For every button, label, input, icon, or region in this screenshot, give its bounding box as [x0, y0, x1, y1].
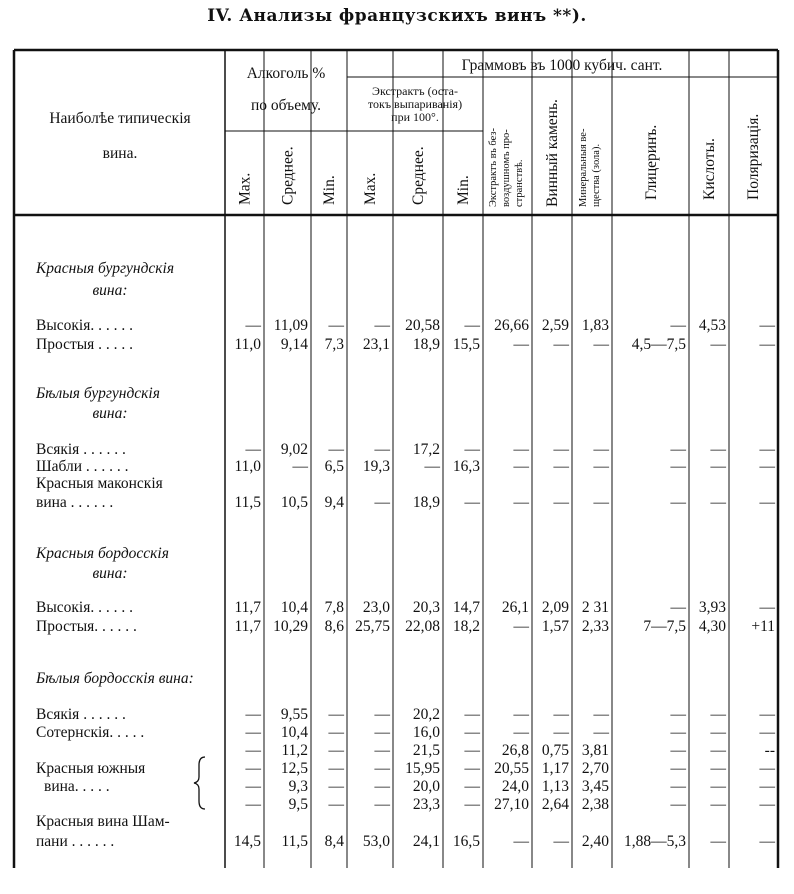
tartar-header: Винный камень. [544, 99, 561, 207]
table-cell: — [245, 441, 261, 458]
table-cell: — [328, 317, 344, 334]
table-cell: 11,2 [281, 742, 308, 759]
table-cell: — [759, 760, 775, 777]
row-name: Красныя вина Шам- [36, 813, 170, 830]
table-cell: — [328, 778, 344, 795]
table-cell: — [464, 796, 480, 813]
table-cell: — [374, 317, 390, 334]
table-cell: — [553, 441, 569, 458]
table-cell: +11 [751, 618, 775, 635]
row-name: Всякія . . . . . . [36, 706, 126, 723]
table-cell: — [553, 494, 569, 511]
mineral-header: Минеральныя ве- [578, 128, 589, 207]
table-cell: 23,1 [362, 336, 390, 353]
table-cell: 11,09 [273, 317, 308, 334]
table-cell: 20,2 [412, 706, 440, 723]
table-cell: 15,95 [405, 760, 440, 777]
table-cell: 2,38 [581, 796, 609, 813]
table-cell: 10,4 [280, 599, 308, 616]
row-name: Красныя южныя [36, 760, 146, 777]
table-cell: — [513, 724, 529, 741]
table-cell: 20,58 [405, 317, 440, 334]
table-cell: — [710, 336, 726, 353]
table-cell: 21,5 [412, 742, 440, 759]
table-cell: 1,88—5,3 [624, 833, 686, 850]
table-cell: 19,3 [362, 458, 390, 475]
table-cell: — [464, 724, 480, 741]
table-cell: — [593, 458, 609, 475]
table-cell: — [670, 706, 686, 723]
table-cell: — [553, 724, 569, 741]
table-cell: — [593, 336, 609, 353]
table-cell: 20,55 [494, 760, 529, 777]
table-cell: — [374, 760, 390, 777]
table-cell: — [464, 742, 480, 759]
alcohol-header: Алкоголь % [246, 65, 326, 82]
table-cell: — [328, 724, 344, 741]
alcohol-header: по объему. [251, 97, 321, 114]
table-cell: — [245, 742, 261, 759]
table-cell: — [670, 441, 686, 458]
table-cell: — [374, 441, 390, 458]
row-name: вина . . . . . . [36, 494, 114, 511]
table-cell: — [670, 317, 686, 334]
section-title: Красныя бордосскія [36, 545, 169, 562]
table-cell: 10,4 [280, 724, 308, 741]
table-cell: 17,2 [412, 441, 440, 458]
table-cell: — [328, 706, 344, 723]
table-cell: 1,57 [541, 618, 569, 635]
table-cell: — [553, 336, 569, 353]
section-title: Бѣлыя бордосскія вина: [36, 670, 194, 687]
table-cell: — [670, 778, 686, 795]
row-name: Высокія. . . . . . [36, 317, 133, 334]
table-cell: — [245, 760, 261, 777]
table-cell: 8,4 [324, 833, 344, 850]
table-cell: 9,55 [280, 706, 308, 723]
grams-header: Граммовъ въ 1000 кубич. сант. [461, 57, 663, 74]
row-name: Всякія . . . . . . [36, 441, 126, 458]
table-cell: — [513, 706, 529, 723]
table-cell: — [328, 742, 344, 759]
table-cell: — [710, 742, 726, 759]
row-name: Сотернскія. . . . . [36, 724, 145, 741]
table-cell: — [759, 706, 775, 723]
section-title: вина: [92, 405, 128, 422]
table-cell: — [464, 778, 480, 795]
table-cell: 24,0 [501, 778, 529, 795]
table-cell: 14,7 [452, 599, 480, 616]
table-cell: 3,45 [581, 778, 609, 795]
table-cell: 11,5 [234, 494, 261, 511]
table-cell: — [292, 458, 308, 475]
subcolumn-header: Max. [236, 172, 254, 205]
section-title: Бѣлыя бургундскія [36, 385, 160, 402]
table-cell: -- [764, 742, 775, 759]
row-name: Простыя . . . . . [36, 336, 134, 353]
table-cell: — [759, 441, 775, 458]
table-cell: 11,7 [234, 618, 261, 635]
table-cell: 27,10 [494, 796, 529, 813]
table-cell: — [759, 317, 775, 334]
table-cell: 4,5—7,5 [631, 336, 686, 353]
table-cell: — [710, 706, 726, 723]
table-cell: 11,0 [234, 336, 261, 353]
table-cell: — [374, 742, 390, 759]
table-cell: 6,5 [324, 458, 344, 475]
table-cell: 16,0 [412, 724, 440, 741]
table-cell: 1,13 [541, 778, 569, 795]
extract-air-header: Экстрактъ въ без- [488, 127, 499, 207]
table-cell: — [328, 760, 344, 777]
table-cell: — [245, 778, 261, 795]
table-cell: 2,59 [541, 317, 569, 334]
glycerin-header: Глицеринъ. [643, 124, 660, 200]
mineral-header: щества (зола). [591, 143, 602, 207]
table-cell: 11,0 [234, 458, 261, 475]
row-name: Простыя. . . . . . [36, 618, 137, 635]
table-cell: — [710, 796, 726, 813]
table-cell: — [670, 494, 686, 511]
table-cell: — [710, 441, 726, 458]
section-title: вина: [92, 565, 128, 582]
subcolumn-header: Min. [455, 175, 472, 205]
subcolumn-header: Среднее. [279, 146, 297, 205]
table-cell: 18,2 [452, 618, 480, 635]
section-title: Красныя бургундскія [36, 260, 175, 277]
table-cell: 10,5 [280, 494, 308, 511]
table-cell: 2,40 [581, 833, 609, 850]
table-cell: 4,53 [698, 317, 726, 334]
table-cell: 1,17 [541, 760, 569, 777]
table-cell: — [464, 494, 480, 511]
table-cell: — [710, 724, 726, 741]
table-cell: — [759, 458, 775, 475]
table-cell: — [374, 494, 390, 511]
table-cell: — [710, 458, 726, 475]
table-cell: — [710, 494, 726, 511]
table-cell: 24,1 [412, 833, 440, 850]
acids-header: Кислоты. [701, 138, 718, 200]
table-cell: — [670, 599, 686, 616]
table-cell: — [374, 778, 390, 795]
table-cell: 16,3 [452, 458, 480, 475]
subcolumn-header: Среднее. [410, 146, 427, 205]
table-cell: 12,5 [280, 760, 308, 777]
table-cell: 20,3 [412, 599, 440, 616]
table-cell: — [513, 618, 529, 635]
table-cell: 2,70 [581, 760, 609, 777]
row-label-header: вина. [102, 145, 138, 162]
table-cell: 9,3 [288, 778, 308, 795]
table-cell: 7,3 [324, 336, 344, 353]
table-cell: 3,93 [698, 599, 726, 616]
section-title: вина: [92, 282, 128, 299]
polarization-header: Поляризація. [745, 113, 762, 200]
subcolumn-header: Min. [321, 175, 338, 205]
table-cell: — [593, 494, 609, 511]
extract-air-header: воздушномъ про- [501, 129, 512, 207]
table-cell: 0,75 [541, 742, 569, 759]
table-cell: — [553, 706, 569, 723]
table-cell: 8,6 [324, 618, 344, 635]
table-cell: — [710, 778, 726, 795]
table-cell: — [464, 760, 480, 777]
table-cell: 26,66 [494, 317, 529, 334]
table-cell: 26,8 [501, 742, 529, 759]
table-cell: 20,0 [412, 778, 440, 795]
table-cell: 14,5 [233, 833, 261, 850]
table-cell: — [424, 458, 440, 475]
table-cell: — [464, 706, 480, 723]
table-cell: — [670, 760, 686, 777]
table-cell: 9,5 [288, 796, 308, 813]
table-cell: — [759, 494, 775, 511]
table-cell: 3,81 [581, 742, 609, 759]
table-cell: — [245, 796, 261, 813]
row-name: вина. . . . . [44, 778, 110, 795]
table-cell: — [513, 494, 529, 511]
table-cell: — [245, 724, 261, 741]
table-cell: 18,9 [412, 336, 440, 353]
row-label-header: Наиболѣе типическія [49, 110, 191, 127]
table-cell: 2,33 [581, 618, 609, 635]
table-cell: — [593, 706, 609, 723]
table-cell: 4,30 [698, 618, 726, 635]
row-name: пани . . . . . . [36, 833, 115, 850]
extract-header: токъ выпариванія) [367, 97, 463, 111]
table-cell: — [759, 724, 775, 741]
table-cell: 15,5 [452, 336, 480, 353]
table-cell: — [670, 458, 686, 475]
table-cell: — [328, 796, 344, 813]
row-name: Красныя маконскія [36, 475, 163, 492]
table-cell: — [374, 724, 390, 741]
table-cell: — [710, 833, 726, 850]
extract-header: Экстрактъ (оста- [372, 84, 458, 98]
table-cell: — [759, 336, 775, 353]
table-cell: 18,9 [412, 494, 440, 511]
table-cell: 7—7,5 [643, 618, 686, 635]
table-cell: 22,08 [405, 618, 440, 635]
extract-header: при 100°. [391, 110, 439, 124]
table-cell: — [513, 441, 529, 458]
table-cell: — [245, 706, 261, 723]
table-cell: 1,83 [581, 317, 609, 334]
table-cell: — [759, 796, 775, 813]
table-cell: — [513, 458, 529, 475]
table-cell: — [670, 796, 686, 813]
table-cell: 26,1 [501, 599, 529, 616]
table-cell: — [328, 441, 344, 458]
table-cell: 2,64 [541, 796, 569, 813]
table-cell: — [593, 441, 609, 458]
table-cell: — [759, 833, 775, 850]
table-cell: — [670, 742, 686, 759]
row-name: Шабли . . . . . . [36, 458, 129, 475]
table-cell: 11,5 [281, 833, 308, 850]
table-cell: — [245, 317, 261, 334]
table-cell: 2 31 [581, 599, 609, 616]
table-cell: 53,0 [362, 833, 390, 850]
table-cell: — [759, 778, 775, 795]
table-cell: — [593, 724, 609, 741]
table-cell: — [710, 760, 726, 777]
table-cell: — [374, 706, 390, 723]
table-cell: 9,14 [280, 336, 308, 353]
table-cell: 25,75 [355, 618, 390, 635]
table-cell: — [464, 441, 480, 458]
table-cell: — [670, 724, 686, 741]
table-cell: 23,3 [412, 796, 440, 813]
table-cell: 7,8 [324, 599, 344, 616]
table-cell: — [374, 796, 390, 813]
group-brace [194, 757, 205, 809]
page-title: IV. Анализы французскихъ винъ **). [207, 6, 587, 26]
table-cell: 10,29 [273, 618, 308, 635]
table-cell: — [553, 458, 569, 475]
table-cell: — [513, 336, 529, 353]
extract-air-header: странствѣ. [514, 159, 525, 207]
table-cell: — [553, 833, 569, 850]
row-name: Высокія. . . . . . [36, 599, 133, 616]
table-cell: 9,4 [324, 494, 344, 511]
table-cell: 11,7 [234, 599, 261, 616]
table-cell: — [464, 317, 480, 334]
table-cell: 9,02 [280, 441, 308, 458]
table-cell: — [513, 833, 529, 850]
table-cell: — [759, 599, 775, 616]
table-cell: 23,0 [362, 599, 390, 616]
table-cell: 2,09 [541, 599, 569, 616]
subcolumn-header: Max. [362, 172, 379, 205]
table-cell: 16,5 [452, 833, 480, 850]
